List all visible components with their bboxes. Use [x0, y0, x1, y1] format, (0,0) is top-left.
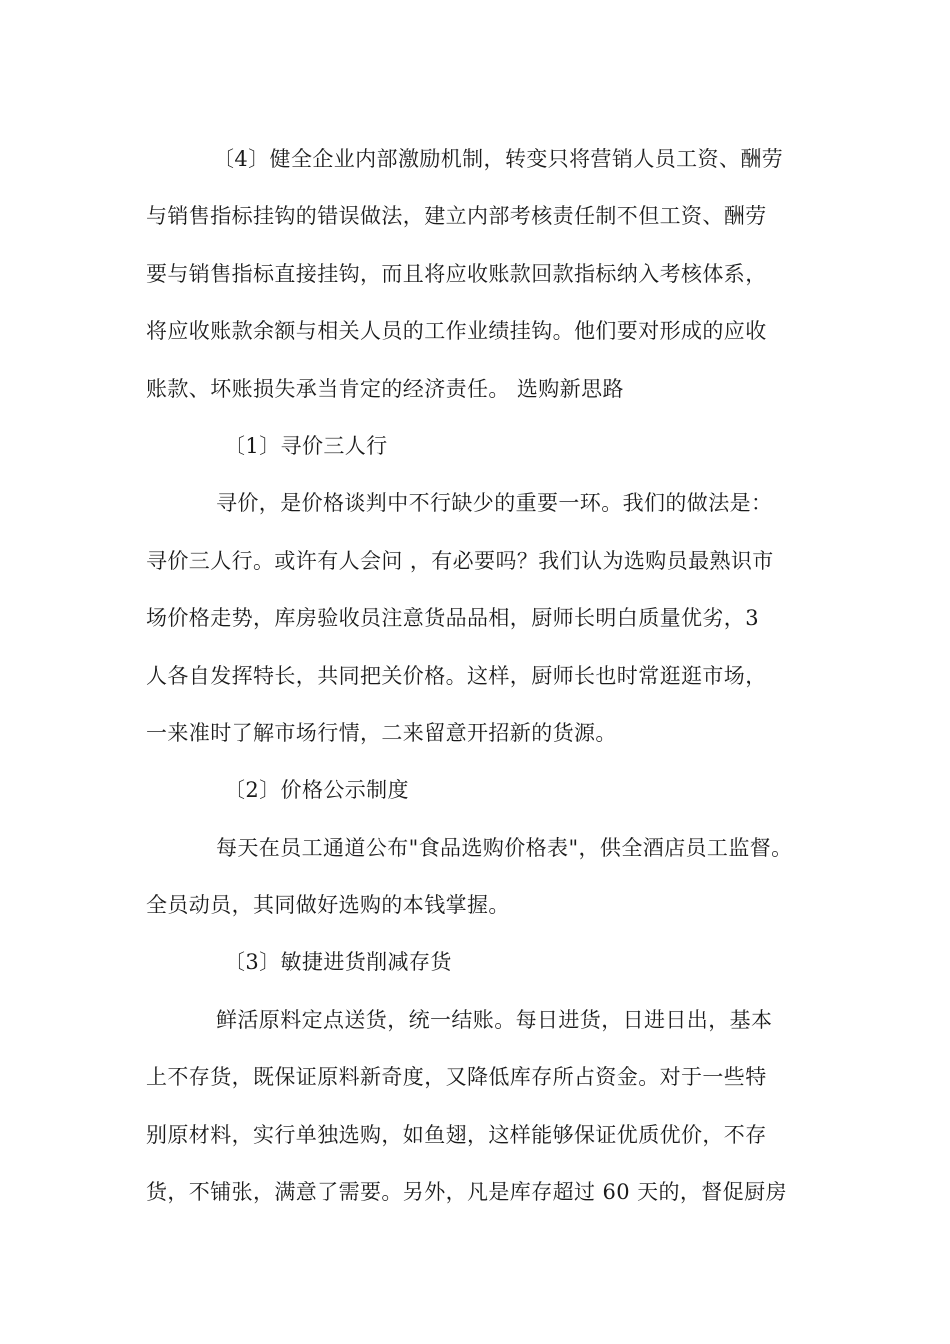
section-heading: 〔1〕寻价三人行	[224, 433, 388, 458]
paragraph-line: 寻价，是价格谈判中不行缺少的重要一环。我们的做法是：	[216, 491, 773, 516]
paragraph-line: 要与销售指标直接挂钩，而且将应收账款回款指标纳入考核体系，	[146, 261, 767, 286]
section-heading: 〔3〕敏捷进货削减存货	[224, 950, 452, 975]
section-heading: 〔2〕价格公示制度	[224, 778, 409, 803]
paragraph-line: 将应收账款余额与相关人员的工作业绩挂钩。他们要对形成的应收	[146, 319, 767, 344]
paragraph-line: 一来准时了解市场行情，二来留意开招新的货源。	[146, 720, 617, 745]
paragraph-line: 与销售指标挂钩的错误做法，建立内部考核责任制不但工资、酬劳	[146, 204, 767, 229]
paragraph-line: 货，不铺张，满意了需要。另外，凡是库存超过 60 天的，督促厨房	[146, 1180, 787, 1205]
document-body	[146, 131, 826, 1221]
paragraph-line: 账款、坏账损失承当肯定的经济责任。 选购新思路	[146, 376, 624, 401]
paragraph-line: 每天在员工通道公布"食品选购价格表"，供全酒店员工监督。	[216, 835, 793, 860]
paragraph-line: 上不存货，既保证原料新奇度，又降低库存所占资金。对于一些特	[146, 1065, 767, 1090]
paragraph-line: 全员动员，其同做好选购的本钱掌握。	[146, 893, 510, 918]
paragraph-line: 人各自发挥特长，共同把关价格。这样，厨师长也时常逛逛市场，	[146, 663, 767, 688]
paragraph-line: 鲜活原料定点送货，统一结账。每日进货，日进日出，基本	[216, 1007, 773, 1032]
paragraph-line: 别原材料，实行单独选购，如鱼翅，这样能够保证优质优价，不存	[146, 1122, 767, 1147]
paragraph-line: 〔4〕健全企业内部激励机制，转变只将营销人员工资、酬劳	[213, 147, 784, 171]
paragraph-line: 场价格走势，库房验收员注意货品品相，厨师长明白质量优劣，3	[146, 606, 759, 631]
paragraph-line: 寻价三人行。或许有人会问 ，有必要吗？我们认为选购员最熟识市	[146, 548, 774, 573]
